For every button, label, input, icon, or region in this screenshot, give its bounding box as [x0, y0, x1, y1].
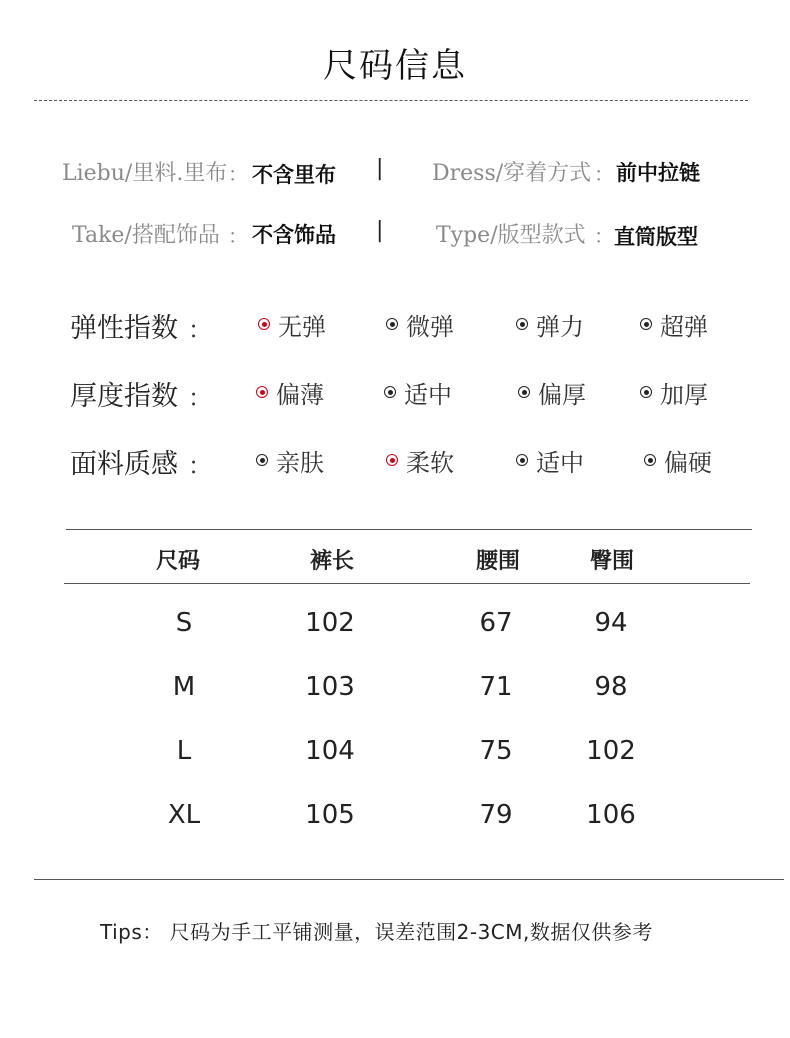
lining-colon: ：	[228, 162, 248, 186]
radio-dot	[520, 458, 525, 463]
option-texture-1[interactable]	[256, 444, 324, 476]
option-thickness-2[interactable]	[384, 376, 452, 408]
radio-dot	[260, 390, 265, 395]
option-label: 无弹	[278, 312, 326, 341]
table-bottom-rule	[34, 879, 784, 880]
cell-size: S	[175, 608, 193, 638]
table-top-rule	[66, 529, 752, 530]
option-label: 柔软	[406, 448, 454, 477]
option-label: 适中	[536, 448, 584, 477]
attribute-row-elasticity	[0, 306, 790, 346]
table-row	[0, 736, 790, 776]
radio-dot	[390, 322, 395, 327]
table-row	[0, 800, 790, 840]
lining-label: Liebu/里料.里布	[62, 161, 228, 186]
tips-note: Tips： 尺码为手工平铺测量，误差范围2-3CM,数据仅供参考	[100, 920, 653, 944]
cell-size: XL	[167, 800, 201, 830]
header-size: 尺码	[155, 549, 200, 574]
radio-icon[interactable]	[256, 454, 268, 466]
attribute-row-thickness	[0, 374, 790, 414]
radio-selected-icon[interactable]	[256, 386, 268, 398]
cell-hip: 102	[586, 736, 636, 766]
radio-dot	[644, 390, 649, 395]
option-elasticity-2[interactable]	[386, 308, 454, 340]
fit-type-label: Type/版型款式	[436, 223, 586, 248]
table-header-rule	[64, 583, 750, 584]
fit-type-colon: ：	[594, 224, 614, 248]
cell-waist: 75	[479, 736, 513, 766]
cell-size: L	[176, 736, 192, 766]
option-label: 亲肤	[276, 448, 324, 477]
cell-hip: 94	[594, 608, 628, 638]
cell-pants-length: 104	[305, 736, 355, 766]
page-title: 尺码信息	[323, 46, 467, 86]
radio-icon[interactable]	[518, 386, 530, 398]
fit-type-value: 直筒版型	[614, 225, 698, 249]
cell-size: M	[172, 672, 196, 702]
cell-waist: 67	[479, 608, 513, 638]
radio-icon[interactable]	[640, 386, 652, 398]
cell-pants-length: 105	[305, 800, 355, 830]
radio-selected-icon[interactable]	[258, 318, 270, 330]
option-label: 适中	[404, 380, 452, 409]
radio-dot	[644, 322, 649, 327]
option-elasticity-1[interactable]	[258, 308, 326, 340]
accessory-value: 不含饰品	[252, 223, 336, 247]
radio-dot	[260, 458, 265, 463]
radio-dot	[390, 458, 395, 463]
radio-dot	[648, 458, 653, 463]
option-label: 加厚	[660, 380, 708, 409]
cell-hip: 98	[594, 672, 628, 702]
cell-pants-length: 102	[305, 608, 355, 638]
option-label: 偏厚	[538, 380, 586, 409]
option-label: 偏薄	[276, 380, 324, 409]
thickness-colon: ：	[188, 384, 212, 412]
radio-dot	[262, 322, 267, 327]
option-thickness-3[interactable]	[518, 376, 586, 408]
texture-label: 面料质感	[70, 449, 178, 480]
info-separator: |	[376, 218, 384, 243]
header-waist: 腰围	[475, 549, 520, 574]
attribute-row-texture	[0, 442, 790, 482]
elasticity-label: 弹性指数	[70, 313, 178, 344]
option-elasticity-3[interactable]	[516, 308, 584, 340]
option-label: 超弹	[660, 312, 708, 341]
radio-icon[interactable]	[384, 386, 396, 398]
option-label: 微弹	[406, 312, 454, 341]
accessory-colon: ：	[228, 224, 248, 248]
option-thickness-4[interactable]	[640, 376, 708, 408]
option-texture-2[interactable]	[386, 444, 454, 476]
radio-dot	[520, 322, 525, 327]
cell-waist: 71	[479, 672, 513, 702]
header-hip: 臀围	[589, 549, 634, 574]
accessory-label: Take/搭配饰品	[72, 223, 220, 248]
radio-icon[interactable]	[640, 318, 652, 330]
option-label: 偏硬	[664, 448, 712, 477]
wear-method-label: Dress/穿着方式	[432, 161, 592, 186]
radio-selected-icon[interactable]	[386, 454, 398, 466]
info-row-1	[0, 156, 790, 192]
table-row	[0, 672, 790, 712]
radio-icon[interactable]	[644, 454, 656, 466]
cell-hip: 106	[586, 800, 636, 830]
radio-dot	[388, 390, 393, 395]
radio-icon[interactable]	[386, 318, 398, 330]
wear-method-value: 前中拉链	[616, 161, 700, 185]
lining-value: 不含里布	[252, 163, 336, 187]
header-pants-length: 裤长	[309, 549, 354, 574]
option-texture-4[interactable]	[644, 444, 712, 476]
radio-icon[interactable]	[516, 454, 528, 466]
option-thickness-1[interactable]	[256, 376, 324, 408]
radio-dot	[522, 390, 527, 395]
table-header	[0, 544, 790, 580]
table-row	[0, 608, 790, 648]
cell-pants-length: 103	[305, 672, 355, 702]
option-elasticity-4[interactable]	[640, 308, 708, 340]
dashed-divider	[34, 100, 748, 101]
cell-waist: 79	[479, 800, 513, 830]
thickness-label: 厚度指数	[70, 381, 178, 412]
info-row-2	[0, 218, 790, 254]
texture-colon: ：	[188, 452, 212, 480]
info-separator: |	[376, 156, 384, 181]
option-texture-3[interactable]	[516, 444, 584, 476]
option-label: 弹力	[536, 312, 584, 341]
wear-method-colon: ：	[594, 162, 614, 186]
elasticity-colon: ：	[188, 316, 212, 344]
radio-icon[interactable]	[516, 318, 528, 330]
